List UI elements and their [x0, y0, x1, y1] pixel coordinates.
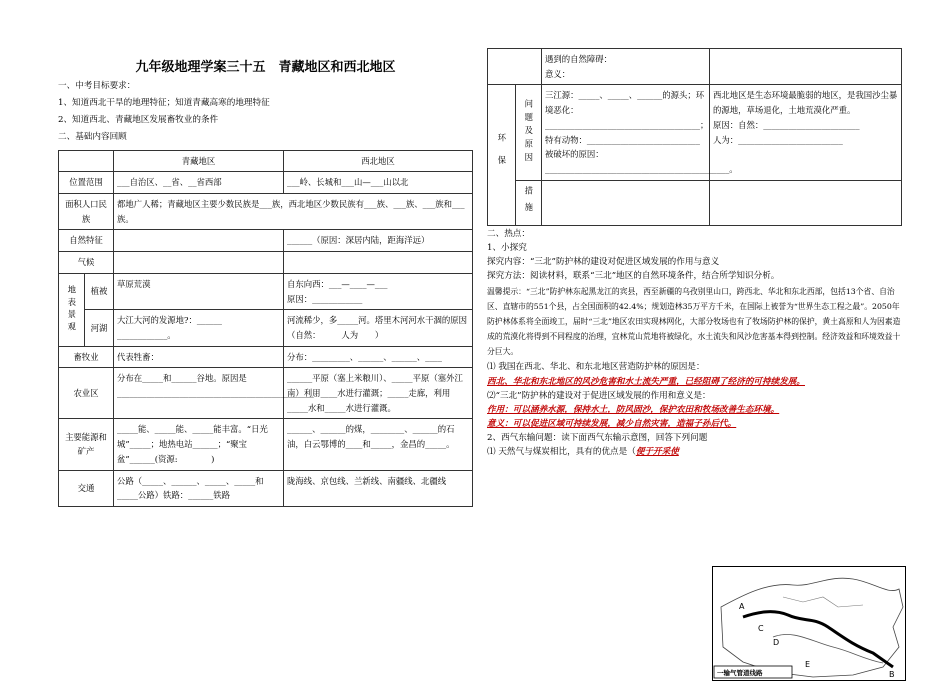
goal-2: 2、知道西北、青藏地区发展畜牧业的条件 — [58, 115, 219, 126]
table-row — [59, 368, 473, 419]
table-row — [488, 49, 902, 85]
inquiry-content: 探究内容：“三北”防护林的建设对促进区域发展的作用与意义 — [487, 256, 720, 267]
table-cell — [710, 49, 902, 85]
table-row — [59, 310, 473, 346]
answer-2-effect: 作用：可以涵养水源，保持水土，防风固沙，保护农田和牧场改善生态环境。 — [487, 404, 780, 415]
pipeline-map — [712, 566, 906, 681]
row-label: 农业区 — [59, 368, 114, 419]
section-heading-review: 二、基础内容回顾 — [58, 132, 127, 143]
environment-table — [487, 48, 902, 226]
table-cell: 分布：_________、______、______、____ — [284, 346, 473, 368]
table-cell: 代表牲畜： — [114, 346, 284, 368]
cell-line: 自东向西：___—____—___ — [287, 278, 388, 289]
table-cell: 陇海线、京包线、兰新线、南疆线、北疆线 — [284, 470, 473, 506]
table-row — [59, 346, 473, 368]
tip-paragraph: 温馨提示：“三北”防护林东起黑龙江的宾县，西至新疆的乌孜别里山口，跨西北、华北和东北西部，包括13个省、自治区、直辖市的551个县，占全国面积的42.4%；规划造林35万平方千米，在国际上被誉为“世界生态工程之最”。2050年防护林体系将全面竣工，届时“三北”地区农田实现林网化，大部分牧场也有了牧场防护林的保护，黄土高原和人为因素造成的荒漠化将得到不同程度的治理，宜林荒山荒地将被绿化，水土流失和风沙危害基本得到控制。经济效益和环境效益十分巨大。 — [487, 287, 901, 356]
cell-line: 三江源：_____、_____、______的源头；环境恶化：_____________________________________； — [545, 90, 709, 130]
row-group-label — [488, 85, 516, 225]
question-1: ⑴ 我国在西北、华北、和东北地区营造防护林的原因是： — [487, 362, 705, 373]
row-label: 气候 — [59, 252, 114, 274]
table-cell: 都地广人稀；青藏地区主要少数民族是___族，西北地区少数民族有___族、___族、___族和___族。 — [114, 193, 473, 229]
border-outline — [721, 578, 903, 677]
header-xibei: 西北地区 — [284, 150, 473, 172]
answer-1: 西北、华北和东北地区的风沙危害和水土流失严重，已经阻碍了经济的可持续发展。 — [487, 376, 805, 387]
row-label: 河湖 — [85, 310, 114, 346]
group-label-text: 地表景观 — [66, 284, 77, 335]
map-label-d: D — [773, 638, 780, 647]
legend-text: 一输气管道线路 — [717, 669, 763, 677]
question-3 — [487, 447, 902, 458]
row-label — [516, 180, 542, 225]
cell-line: 被破坏的原因：____________________________________________。 — [545, 149, 738, 174]
table-row — [59, 419, 473, 470]
table-cell — [542, 49, 710, 85]
table-cell: 公路（_____、______、_____、_____和_____公路）铁路：______铁路 — [114, 470, 284, 506]
row-group-label — [59, 273, 85, 346]
cell-line: 特有动物：___________________________ — [545, 134, 700, 145]
cell-line: 意义： — [545, 68, 571, 79]
table-cell — [542, 180, 710, 225]
map-label-b: B — [889, 670, 895, 679]
table-row — [59, 193, 473, 229]
table-cell: ______、______的煤，________、______的石油，白云鄂博的____和_____，金昌的_____。 — [284, 419, 473, 470]
table-row — [59, 470, 473, 506]
header-qingzang: 青藏地区 — [114, 150, 284, 172]
cell-line: 人为：_________________________ — [713, 134, 843, 145]
question-2: ⑵“三北”防护林的建设对于促进区域发展的作用和意义是： — [487, 390, 711, 401]
row-label-text: 措施 — [523, 186, 534, 220]
table-cell — [284, 273, 473, 309]
cell-line: 西北地区是生态环境最脆弱的地区，是我国沙尘暴的源地，草场退化，土地荒漠化严重。 — [713, 90, 898, 116]
comparison-table — [58, 150, 473, 507]
table-cell — [114, 252, 284, 274]
table-cell — [114, 230, 284, 252]
inquiry-method: 探究方法：阅读材料，联系“三北”地区的自然环境条件，结合所学知识分析。 — [487, 271, 780, 282]
cell-line: 遇到的自然障碍： — [545, 54, 612, 64]
pipeline-map-drawing — [713, 567, 905, 680]
map-label-a: A — [739, 602, 745, 611]
subsection-2: 2、西气东输问题：读下面西气东输示意图，回答下列问题 — [487, 433, 708, 444]
section-heading-goals: 一、中考目标要求： — [58, 80, 136, 91]
cell-line: 原因：____________ — [287, 293, 363, 304]
map-label-e: E — [805, 660, 811, 669]
table-cell: ___自治区、__省、__省西部 — [114, 172, 284, 194]
goal-1: 1、知道西北干旱的地理特征；知道青藏高寒的地理特征 — [58, 98, 270, 109]
row-label: 位置范围 — [59, 172, 114, 194]
table-row — [488, 180, 902, 225]
page-title: 九年级地理学案三十五 青藏地区和西北地区 — [135, 60, 396, 75]
table-row — [59, 172, 473, 194]
subsection-1: 1、小探究 — [487, 242, 527, 253]
question-3-text: ⑴ 天然气与煤炭相比，具有的优点是（ — [487, 447, 636, 458]
row-label: 主要能源和矿产 — [59, 419, 114, 470]
table-cell: ___岭、长城和___山—___山以北 — [284, 172, 473, 194]
cell-line: 原因：自然：_______________________ — [713, 119, 860, 130]
row-label: 畜牧业 — [59, 346, 114, 368]
table-row — [59, 252, 473, 274]
row-label: 面积人口民族 — [59, 193, 114, 229]
table-row — [488, 85, 902, 180]
boundary-line — [783, 597, 863, 607]
row-label — [516, 85, 542, 180]
table-cell — [710, 85, 902, 180]
table-cell — [710, 180, 902, 225]
table-cell: 大江大河的发源地?：______ ____________。 — [114, 310, 284, 346]
map-label-c: C — [758, 624, 764, 633]
right-column — [487, 48, 902, 462]
table-cell: ______平原（塞上米粮川）、_____平原（塞外江南）利用____水进行灌溉；_____走廊，利用_____水和_____水进行灌溉。 — [284, 368, 473, 419]
row-label: 自然特征 — [59, 230, 114, 252]
table-header-row — [59, 150, 473, 172]
table-cell: 草原荒漠 — [114, 273, 284, 309]
answer-2-meaning: 意义：可以促进区域可持续发展，减少自然灾害，造福子孙后代。 — [487, 419, 737, 430]
table-cell: _____能、_____能、_____能丰富。“日光城”_____；地热电站______；“聚宝盆”______(资源: ) — [114, 419, 284, 470]
table-cell: 河流稀少，多_____河。塔里木河河水干涸的原因（自然： 人为 ） — [284, 310, 473, 346]
table-cell — [542, 85, 738, 180]
table-cell: ______（原因：深居内陆，距海洋远） — [284, 230, 473, 252]
pipeline-line — [743, 612, 893, 667]
row-label-text: 问题及原因 — [523, 99, 534, 166]
row-label: 植被 — [85, 273, 114, 309]
row-label: 交通 — [59, 470, 114, 506]
section-heading-hotspot: 二、热点： — [487, 228, 530, 239]
table-cell: 分布在_____和______谷地。原因是_______________________________________________。 — [114, 368, 284, 419]
group-label-text: 环保 — [496, 132, 507, 178]
answer-3: 便于开采使 — [635, 447, 679, 458]
table-row — [59, 273, 473, 309]
table-row — [59, 230, 473, 252]
table-cell — [284, 252, 473, 274]
left-column — [58, 50, 473, 507]
